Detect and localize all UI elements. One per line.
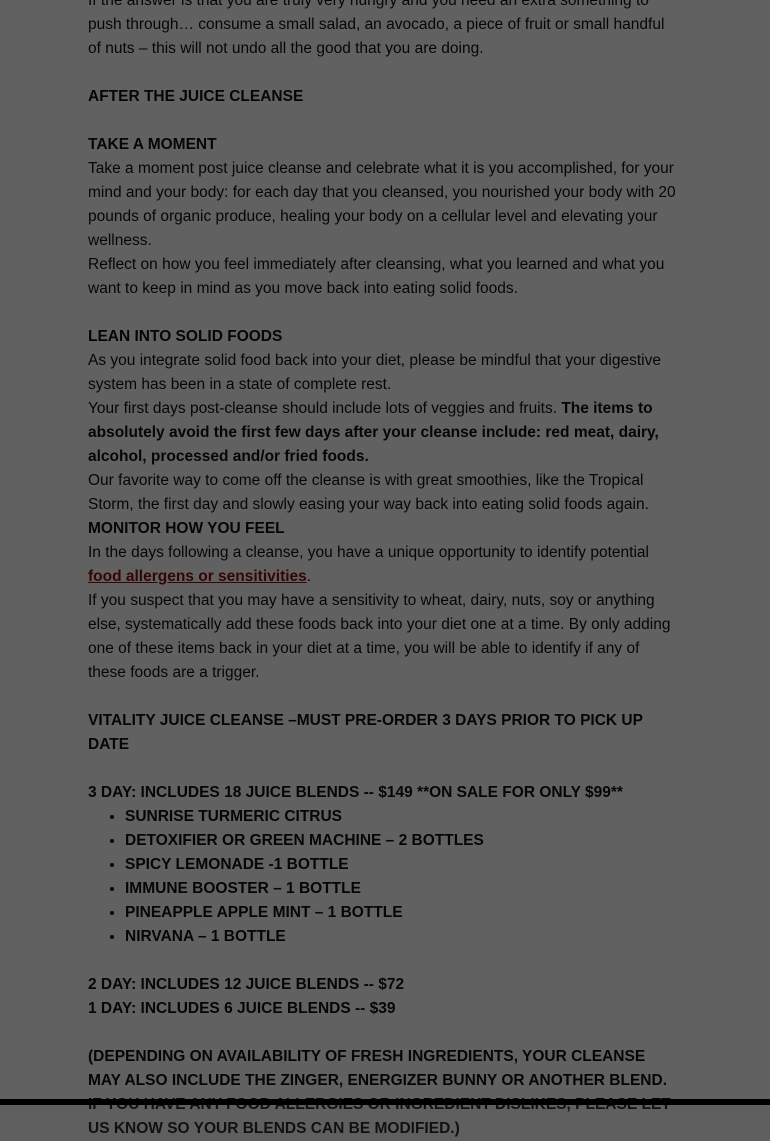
bottom-edge-bar xyxy=(0,1099,770,1105)
availability-note: US KNOW SO YOUR BLENDS CAN BE MODIFIED.) xyxy=(88,1120,460,1137)
